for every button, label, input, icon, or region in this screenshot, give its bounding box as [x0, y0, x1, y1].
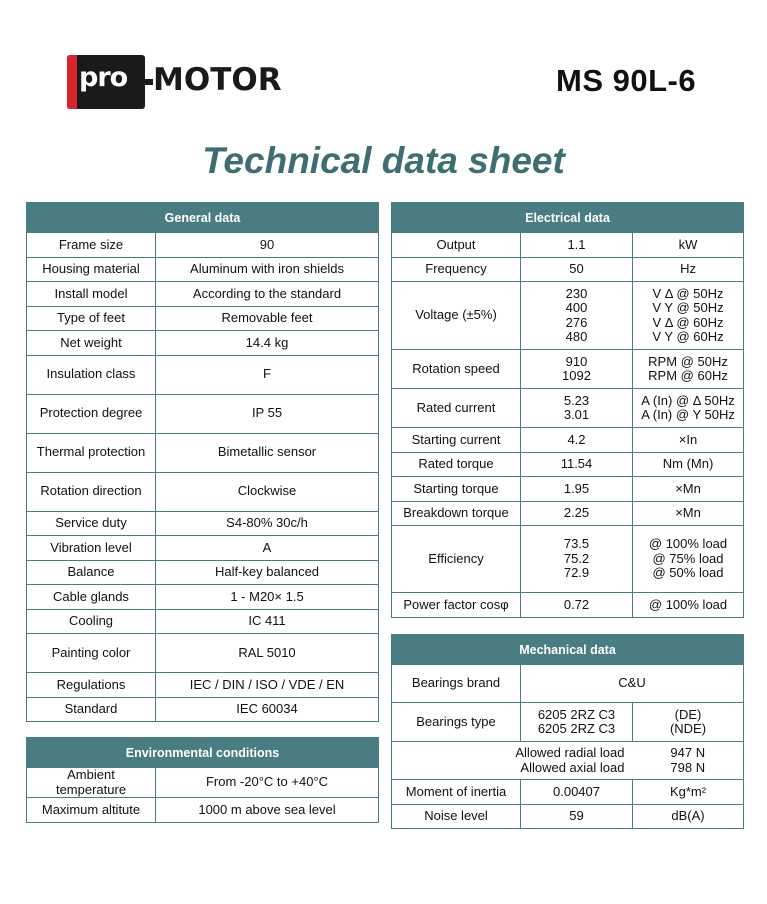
row-value — [521, 501, 633, 526]
row-value: S4-80% 30c/h — [156, 511, 379, 536]
row-unit — [633, 233, 744, 258]
row-value: A — [156, 536, 379, 561]
row-label: Cable glands — [27, 585, 156, 610]
row-unit — [633, 282, 744, 350]
table-row — [27, 355, 379, 394]
logo-red-stripe — [67, 55, 77, 109]
table-row — [27, 585, 379, 610]
table-row — [27, 331, 379, 356]
table-row — [392, 804, 744, 829]
row-value: IEC / DIN / ISO / VDE / EN — [156, 673, 379, 698]
value-line: 4.2 — [567, 431, 586, 447]
unit-line: ×Mn — [675, 480, 701, 496]
table-row — [27, 472, 379, 511]
row-unit — [633, 452, 744, 477]
row-label: Frequency — [392, 257, 521, 282]
row-value: IP 55 — [156, 394, 379, 433]
row-label: Rated torque — [392, 452, 521, 477]
row-unit — [633, 703, 744, 742]
row-label: Rated current — [392, 389, 521, 428]
table-row — [392, 257, 744, 282]
table-row — [392, 233, 744, 258]
unit-line: V Y @ 60Hz — [652, 329, 724, 344]
table-row — [392, 665, 744, 703]
row-value — [521, 593, 633, 618]
load-labels — [392, 742, 633, 780]
row-unit: Kg*m² — [633, 780, 744, 805]
table-row — [27, 282, 379, 307]
row-value: Half-key balanced — [156, 560, 379, 585]
unit-line: RPM @ 50Hz — [648, 353, 728, 369]
unit-line: @ 100% load — [648, 596, 728, 612]
table-row — [392, 477, 744, 502]
row-unit — [633, 593, 744, 618]
table-row — [392, 452, 744, 477]
unit-line: @ 75% load — [652, 550, 724, 566]
row-value — [521, 703, 633, 742]
table-row — [392, 428, 744, 453]
unit-line: A (In) @ Δ 50Hz — [641, 392, 735, 408]
logo-motor-text: MOTOR — [153, 62, 282, 98]
axial-load-value: 798 N — [670, 759, 706, 775]
row-unit — [633, 350, 744, 389]
unit-line: @ 100% load — [648, 536, 728, 552]
unit-line: V Δ @ 60Hz — [652, 314, 724, 330]
value-line: 11.54 — [560, 456, 593, 471]
table-row — [392, 389, 744, 428]
table-row — [27, 609, 379, 634]
row-label: Rotation speed — [392, 350, 521, 389]
table-row — [27, 306, 379, 331]
unit-line: Nm (Mn) — [662, 456, 714, 471]
row-label: Ambient temperature — [27, 768, 156, 798]
unit-line: (DE) — [674, 706, 702, 722]
row-label: Type of feet — [27, 306, 156, 331]
row-value: IEC 60034 — [156, 697, 379, 722]
value-line: 72.9 — [563, 565, 590, 581]
row-label: Starting current — [392, 428, 521, 453]
row-value: 1000 m above sea level — [156, 798, 379, 823]
mechanical-data-header: Mechanical data — [392, 635, 744, 665]
row-value — [521, 282, 633, 350]
row-label: Regulations — [27, 673, 156, 698]
value-line: 910 — [565, 353, 588, 369]
row-label: Rotation direction — [27, 472, 156, 511]
value-line: 3.01 — [563, 407, 590, 422]
logo-pro-text: pro — [79, 62, 128, 93]
row-value — [521, 477, 633, 502]
table-row — [27, 673, 379, 698]
unit-line: ×In — [678, 431, 698, 447]
unit-line: RPM @ 60Hz — [648, 368, 728, 383]
row-label: Install model — [27, 282, 156, 307]
model-number: MS 90L-6 — [556, 63, 697, 98]
row-value: C&U — [521, 665, 744, 703]
page-title: Technical data sheet — [202, 140, 565, 181]
value-line: 73.5 — [563, 536, 590, 552]
unit-line: (NDE) — [669, 721, 707, 736]
row-value: From -20°C to +40°C — [156, 768, 379, 798]
row-value: 1 - M20× 1.5 — [156, 585, 379, 610]
row-label: Frame size — [27, 233, 156, 258]
radial-load-label: Allowed radial load — [515, 745, 625, 760]
row-value: IC 411 — [156, 609, 379, 634]
row-label: Breakdown torque — [392, 501, 521, 526]
environmental-conditions-table — [26, 737, 379, 823]
table-row — [392, 703, 744, 742]
table-row — [27, 560, 379, 585]
unit-line: A (In) @ Y 50Hz — [641, 407, 735, 422]
row-value: 0.00407 — [521, 780, 633, 805]
row-value — [521, 389, 633, 428]
unit-line: Hz — [680, 261, 696, 276]
value-line: 400 — [565, 300, 588, 315]
row-value — [521, 257, 633, 282]
unit-line: ×Mn — [675, 505, 701, 520]
row-unit — [633, 501, 744, 526]
row-unit — [633, 477, 744, 502]
table-row — [27, 233, 379, 258]
table-row — [27, 768, 379, 798]
row-label: Noise level — [392, 804, 521, 829]
value-line: 1.1 — [567, 236, 586, 252]
general-data-header: General data — [27, 203, 379, 233]
row-label: Bearings type — [392, 703, 521, 742]
row-label: Insulation class — [27, 355, 156, 394]
row-label: Maximum altitute — [27, 798, 156, 823]
load-values — [633, 742, 744, 780]
row-value: 14.4 kg — [156, 331, 379, 356]
axial-load-label: Allowed axial load — [520, 759, 625, 775]
value-line: 75.2 — [563, 550, 590, 566]
row-label: Protection degree — [27, 394, 156, 433]
row-label: Moment of inertia — [392, 780, 521, 805]
row-value: RAL 5010 — [156, 634, 379, 673]
electrical-data-header: Electrical data — [392, 203, 744, 233]
logo-dash — [141, 79, 153, 85]
electrical-data-table — [391, 202, 744, 618]
value-line: 276 — [565, 314, 588, 330]
row-label: Starting torque — [392, 477, 521, 502]
table-row — [27, 433, 379, 472]
value-line: 1.95 — [563, 480, 590, 496]
row-value: According to the standard — [156, 282, 379, 307]
environmental-conditions-header: Environmental conditions — [27, 738, 379, 768]
unit-line: @ 50% load — [652, 565, 724, 581]
value-line: 1092 — [562, 368, 591, 383]
row-value: Aluminum with iron shields — [156, 257, 379, 282]
row-unit: dB(A) — [633, 804, 744, 829]
row-value — [521, 233, 633, 258]
value-line: 2.25 — [563, 505, 590, 520]
table-row — [27, 634, 379, 673]
row-value: Removable feet — [156, 306, 379, 331]
mechanical-data-table — [391, 634, 744, 829]
row-label: Efficiency — [392, 526, 521, 593]
table-row — [27, 394, 379, 433]
row-unit — [633, 526, 744, 593]
value-line: 6205 2RZ C3 — [537, 706, 616, 722]
general-data-table — [26, 202, 379, 722]
row-label: Housing material — [27, 257, 156, 282]
value-line: 50 — [569, 261, 584, 276]
row-value: 90 — [156, 233, 379, 258]
row-label: Thermal protection — [27, 433, 156, 472]
row-label: Painting color — [27, 634, 156, 673]
table-row — [392, 350, 744, 389]
row-unit — [633, 389, 744, 428]
row-label: Standard — [27, 697, 156, 722]
table-row — [27, 511, 379, 536]
row-label: Service duty — [27, 511, 156, 536]
table-row — [392, 282, 744, 350]
row-label: Balance — [27, 560, 156, 585]
value-line: 0.72 — [563, 596, 590, 612]
row-label: Net weight — [27, 331, 156, 356]
table-row — [392, 742, 744, 780]
row-value: Clockwise — [156, 472, 379, 511]
row-value — [521, 350, 633, 389]
value-line: 230 — [565, 285, 588, 301]
table-row — [392, 501, 744, 526]
value-line: 5.23 — [563, 392, 590, 408]
row-value: Bimetallic sensor — [156, 433, 379, 472]
table-row — [27, 798, 379, 823]
row-label: Bearings brand — [392, 665, 521, 703]
row-label: Power factor cosφ — [392, 593, 521, 618]
row-label: Output — [392, 233, 521, 258]
row-label: Cooling — [27, 609, 156, 634]
row-label: Voltage (±5%) — [392, 282, 521, 350]
table-row — [392, 526, 744, 593]
unit-line: kW — [678, 236, 698, 252]
row-value: F — [156, 355, 379, 394]
unit-line: V Δ @ 50Hz — [652, 285, 724, 301]
table-row — [27, 697, 379, 722]
row-value — [521, 428, 633, 453]
value-line: 6205 2RZ C3 — [537, 721, 616, 736]
row-label: Vibration level — [27, 536, 156, 561]
unit-line: V Y @ 50Hz — [652, 300, 724, 315]
table-row — [392, 780, 744, 805]
table-row — [27, 536, 379, 561]
radial-load-value: 947 N — [670, 745, 706, 760]
value-line: 480 — [565, 329, 588, 344]
row-value — [521, 526, 633, 593]
table-row — [392, 593, 744, 618]
row-unit — [633, 428, 744, 453]
table-row — [27, 257, 379, 282]
row-value — [521, 452, 633, 477]
row-value: 59 — [521, 804, 633, 829]
row-unit — [633, 257, 744, 282]
